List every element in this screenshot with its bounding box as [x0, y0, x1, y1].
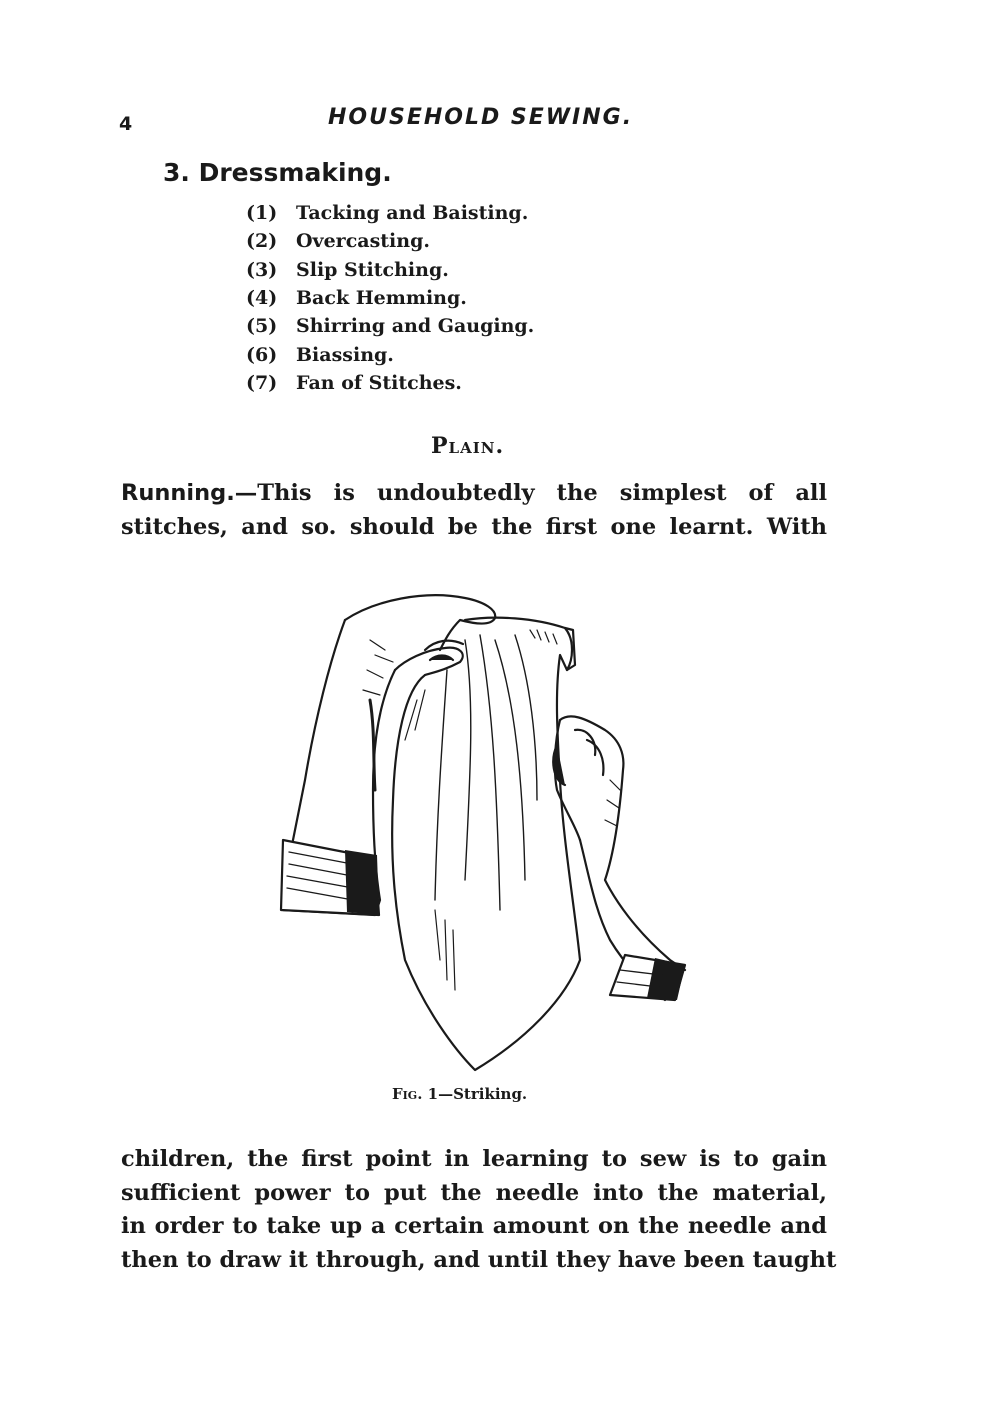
- list-item: [246, 256, 534, 284]
- paragraph-running: [121, 477, 827, 544]
- list-item-number: (2): [246, 230, 278, 253]
- list-item: [246, 340, 534, 368]
- paragraph-line: then to draw it through, and until they have been taught: [121, 1246, 837, 1273]
- paragraph-children: [121, 1143, 837, 1277]
- page-number: 4: [119, 113, 133, 135]
- list-item-label: Fan of Stitches.: [296, 371, 462, 394]
- list-item-label: Overcasting.: [296, 230, 430, 253]
- list-item-label: Slip Stitching.: [296, 258, 449, 281]
- list-item-label: Shirring and Gauging.: [296, 315, 535, 338]
- paragraph-text: —This is undoubtedly the simplest of all: [234, 480, 827, 506]
- list-item-number: (4): [246, 287, 278, 310]
- list-item-number: (6): [246, 343, 278, 366]
- figure-caption: [392, 1085, 527, 1103]
- topic-list: [246, 199, 534, 397]
- list-item-number: (7): [246, 371, 278, 394]
- paragraph-line: stitches, and so. should be the first one learnt. With: [121, 513, 827, 540]
- figure-caption-text: —Striking.: [438, 1085, 528, 1103]
- list-item-number: (3): [246, 258, 278, 281]
- paragraph-line: [121, 477, 827, 511]
- list-item-label: Tacking and Baisting.: [296, 202, 529, 225]
- paragraph-line: in order to take up a certain amount on the needle and: [121, 1213, 827, 1239]
- section-heading: 3. Dressmaking.: [163, 158, 392, 187]
- list-item: [246, 312, 534, 340]
- list-item-number: (1): [246, 202, 278, 225]
- run-in-heading: Running.: [121, 480, 235, 506]
- paragraph-line: children, the first point in learning to sew is to gain: [121, 1146, 827, 1172]
- list-item-label: Back Hemming.: [296, 287, 467, 310]
- paragraph-line: sufficient power to put the needle into the material,: [121, 1179, 827, 1206]
- running-title: HOUSEHOLD SEWING.: [328, 105, 634, 130]
- figure-label: Fig. 1: [392, 1085, 439, 1103]
- list-item-label: Biassing.: [296, 343, 394, 366]
- list-item: [246, 369, 534, 397]
- list-item-number: (5): [246, 315, 278, 338]
- list-item: [246, 199, 534, 227]
- list-item: [246, 227, 534, 255]
- list-item: [246, 284, 534, 312]
- striking-illustration: [275, 580, 690, 1075]
- subheading-plain: Plain.: [431, 433, 505, 459]
